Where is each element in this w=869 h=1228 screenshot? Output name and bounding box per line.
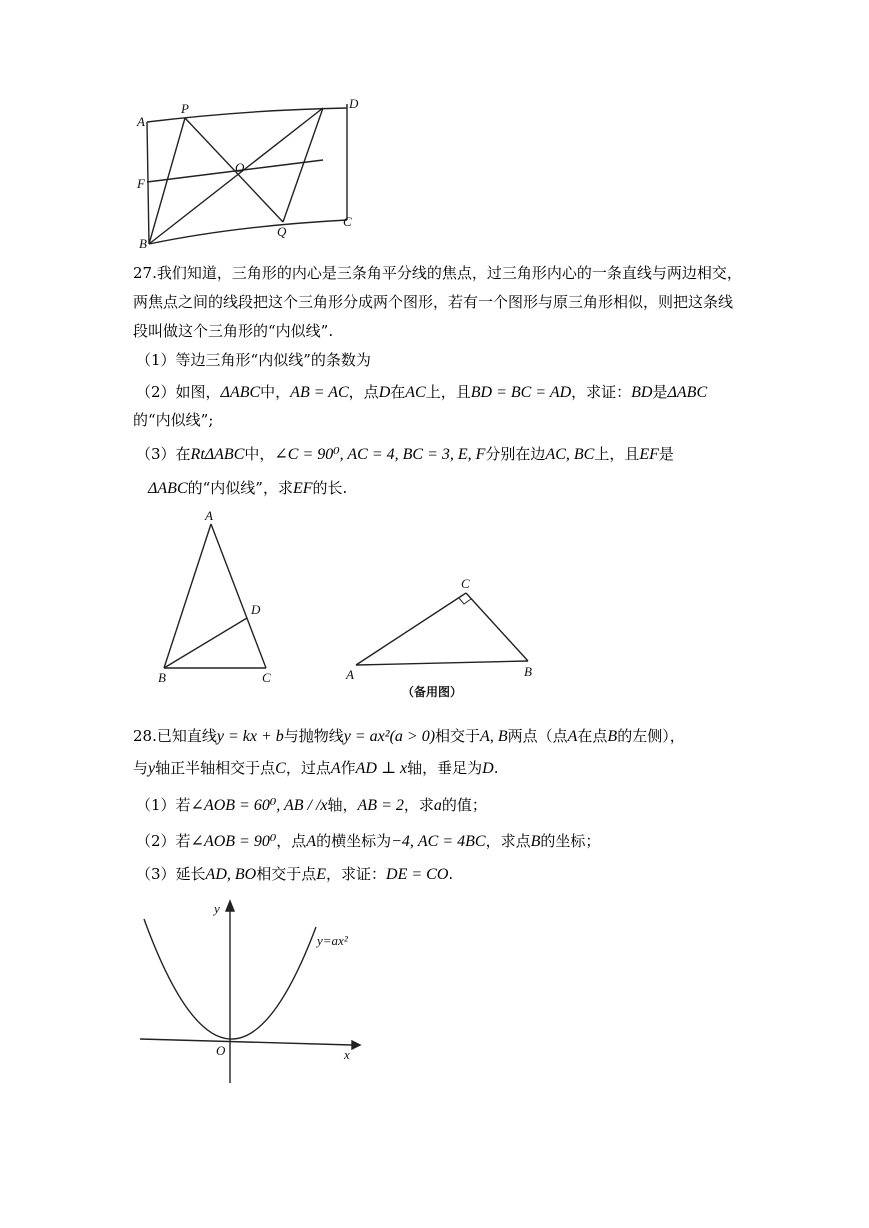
math: ΔABC — [220, 384, 261, 401]
text: 上，且 — [425, 383, 471, 401]
math: AB = AC — [290, 384, 349, 401]
text: 相交于 — [435, 727, 481, 745]
y-axis-arrow — [226, 901, 234, 911]
math: AC, BC — [545, 446, 595, 463]
q27-part-1: （1）等边三角形“内似线”的条数为 — [136, 351, 371, 369]
math: AB = 2 — [357, 797, 404, 814]
text: 是 — [658, 445, 674, 463]
math: A, B — [480, 728, 508, 745]
text: ，求证： — [571, 383, 632, 401]
q28-line-1 — [133, 726, 685, 747]
text: ，点 — [276, 832, 307, 850]
math: B — [607, 728, 618, 745]
math: BD — [631, 384, 653, 401]
math: A — [306, 833, 317, 850]
label-Q: Q — [277, 224, 287, 239]
math: AD ⊥ x — [355, 760, 408, 777]
text: （2）若 — [136, 832, 191, 850]
label-A: A — [137, 114, 145, 129]
label-C: C — [461, 576, 470, 591]
text: ，过点 — [285, 759, 331, 777]
label-F: F — [137, 176, 145, 191]
math: ΔABC — [667, 384, 708, 401]
math: −4, AC = 4BC — [391, 833, 486, 850]
figure-caption: （备用图） — [402, 685, 463, 699]
text: 与 — [133, 759, 149, 777]
math: D — [482, 760, 494, 777]
edge-AB — [164, 524, 211, 668]
math: A — [567, 728, 578, 745]
label-A: A — [346, 667, 354, 682]
text: 中， — [244, 445, 275, 463]
text: 相交于点 — [256, 865, 317, 883]
math: D — [378, 384, 391, 401]
label-C: C — [262, 670, 271, 685]
label-P: P — [181, 101, 189, 116]
text: 的值； — [441, 796, 487, 814]
text: 在 — [390, 383, 406, 401]
math: BD = BC = AD — [470, 384, 572, 401]
text: 作 — [340, 759, 356, 777]
text: （2）如图， — [136, 383, 221, 401]
x-axis-arrow — [352, 1041, 360, 1049]
edge-AD — [147, 108, 347, 122]
edge-AB — [147, 122, 149, 244]
label-x: x — [344, 1047, 350, 1062]
x-axis — [140, 1039, 352, 1045]
text: ，求证： — [326, 865, 387, 883]
text: 的坐标； — [540, 832, 601, 850]
text: . — [448, 865, 454, 883]
edge-BC — [149, 220, 347, 244]
figure-quadrilateral — [125, 98, 365, 256]
math: y = ax²(a > 0) — [343, 728, 436, 745]
q27-line-3: 段叫做这个三角形的“内似线”. — [133, 322, 334, 340]
q27-part-2 — [136, 382, 707, 403]
label-y: y — [214, 901, 220, 916]
text: 28.已知直线 — [133, 727, 217, 745]
edge-AC — [211, 524, 266, 668]
q28-part-3 — [136, 864, 453, 885]
math: A — [330, 760, 341, 777]
q27-line-1: 27.我们知道，三角形的内心是三条角平分线的焦点，过三角形内心的一条直线与两边相交， — [133, 264, 742, 282]
label-D: D — [251, 602, 261, 617]
text: ，点 — [348, 383, 379, 401]
text: ，求点 — [485, 832, 531, 850]
label-B: B — [158, 670, 166, 685]
text: （3）在 — [136, 445, 191, 463]
text: 中， — [260, 383, 291, 401]
q28-part-1 — [136, 795, 487, 816]
text: 的“内似线”，求 — [187, 479, 293, 497]
math: a — [433, 797, 442, 814]
label-B: B — [139, 236, 147, 251]
figure-right-triangle — [340, 573, 550, 703]
text: ，求 — [403, 796, 434, 814]
math: AD, BO — [205, 866, 257, 883]
text: 与抛物线 — [283, 727, 344, 745]
segment-BD — [164, 618, 247, 668]
text: 两点（点 — [507, 727, 568, 745]
text: 的横坐标为 — [316, 832, 392, 850]
figure-parabola — [130, 895, 370, 1095]
math: y — [148, 760, 156, 777]
q27-line-2: 两焦点之间的线段把这个三角形分成两个图形，若有一个图形与原三角形相似，则把这条线 — [133, 293, 734, 311]
label-curve: y=ax² — [317, 933, 348, 948]
text: 轴正半轴相交于点 — [155, 759, 276, 777]
text: （1）若 — [136, 796, 191, 814]
text: （3）延长 — [136, 865, 206, 883]
math: ∠AOB = 60⁰, AB / /x — [190, 797, 328, 814]
math: EF — [292, 480, 313, 497]
q27-part-2-cont: 的“内似线”; — [133, 411, 214, 429]
label-B: B — [524, 664, 532, 679]
text: . — [493, 759, 499, 777]
edge-AC — [356, 593, 466, 665]
text: 的长. — [312, 479, 348, 497]
label-O: O — [216, 1043, 226, 1058]
text: 上，且 — [594, 445, 640, 463]
label-O: O — [235, 160, 245, 175]
math: AC — [405, 384, 426, 401]
q28-line-2 — [133, 758, 498, 779]
math: y = kx + b — [216, 728, 284, 745]
math: B — [530, 833, 541, 850]
label-A: A — [205, 508, 213, 523]
text: 的左侧）， — [617, 727, 685, 745]
text: 是 — [652, 383, 668, 401]
q28-part-2 — [136, 831, 600, 852]
math: RtΔABC — [190, 446, 245, 463]
edge-AB — [356, 661, 528, 665]
math: ∠AOB = 90⁰ — [190, 833, 277, 850]
edge-CB — [466, 593, 528, 661]
text: 轴，垂足为 — [407, 759, 483, 777]
label-D: D — [349, 96, 359, 111]
q27-part-3-cont — [148, 478, 347, 499]
segment-PQ — [185, 118, 283, 222]
right-angle-mark — [459, 598, 471, 604]
math: EF — [639, 446, 659, 463]
q27-part-3 — [136, 444, 674, 465]
label-C: C — [343, 214, 352, 229]
figure-triangle-abc-bd — [150, 508, 290, 688]
text: 在点 — [577, 727, 608, 745]
math: DE = CO — [386, 866, 449, 883]
math: ∠C = 90⁰, AC = 4, BC = 3, E, F — [274, 446, 486, 463]
math: C — [275, 760, 286, 777]
math: E — [316, 866, 326, 883]
text: 轴， — [327, 796, 358, 814]
segment-RQ — [283, 108, 323, 222]
math: ΔABC — [148, 480, 188, 497]
text: 分别在边 — [485, 445, 546, 463]
